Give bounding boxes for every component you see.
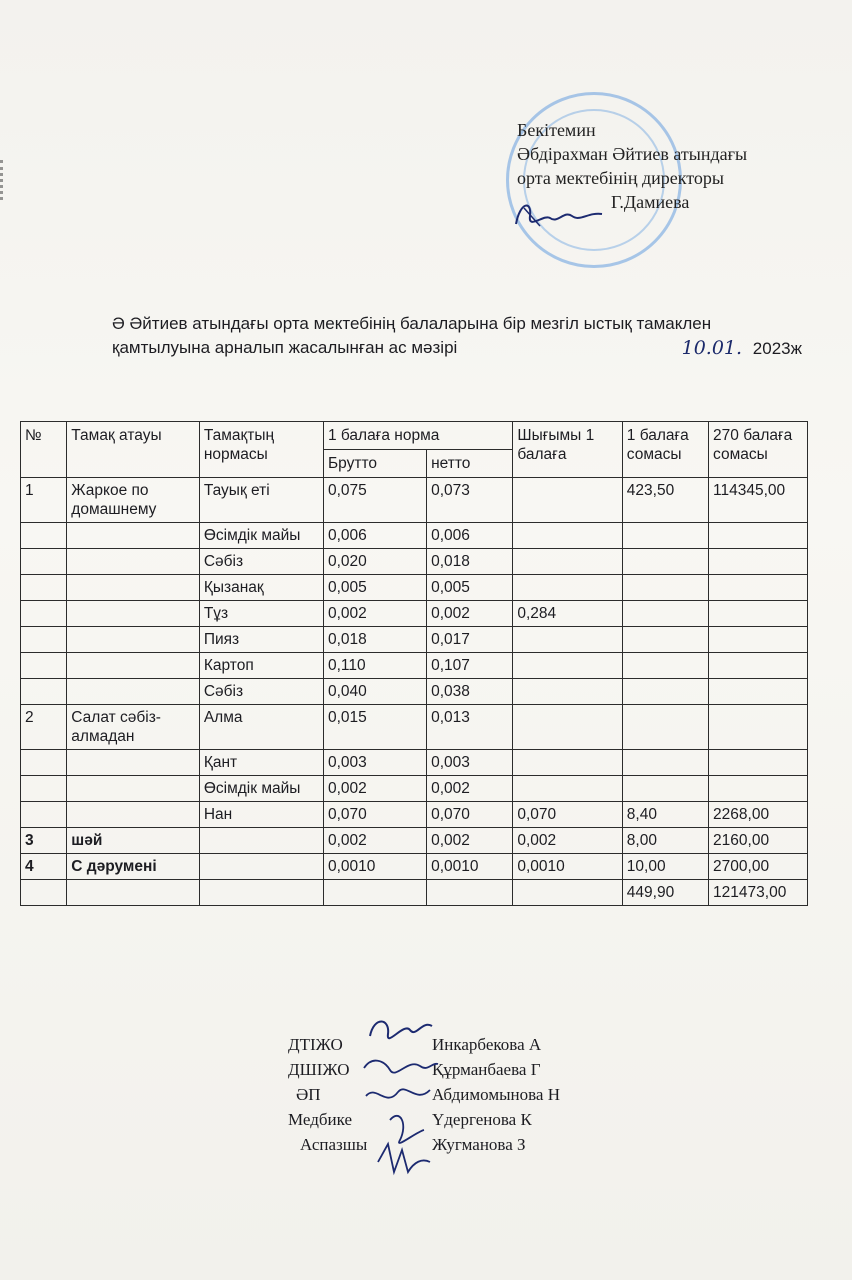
sum-per-child: [622, 575, 708, 601]
yield-value: 0,070: [513, 802, 622, 828]
sum-per-child: 8,00: [622, 828, 708, 854]
signer-role: ӘП: [296, 1085, 321, 1104]
brutto-value: 0,005: [323, 575, 426, 601]
menu-table-body: [21, 478, 808, 906]
row-number: 3: [21, 828, 67, 854]
header-row-1: [21, 422, 808, 450]
netto-value: 0,013: [427, 705, 513, 750]
signer-name: Абдимомынова Н: [432, 1085, 560, 1104]
yield-value: [513, 575, 622, 601]
brutto-value: 0,002: [323, 776, 426, 802]
netto-value: 0,038: [427, 679, 513, 705]
title-line-2: қамтылуына арналып жасалынған ас мәзірі: [112, 338, 458, 357]
dish-name: [67, 549, 200, 575]
row-number: [21, 750, 67, 776]
brutto-value: 0,002: [323, 828, 426, 854]
netto-value: [427, 880, 513, 906]
approval-heading: Бекітемин: [517, 120, 596, 140]
yield-value: [513, 478, 622, 523]
yield-value: [513, 653, 622, 679]
sum-per-child: [622, 750, 708, 776]
dish-name: [67, 601, 200, 627]
handwritten-date: 10.01.: [681, 337, 743, 359]
dish-name: [67, 750, 200, 776]
ingredient-name: Картоп: [199, 653, 323, 679]
table-row: [21, 802, 808, 828]
ingredient-name: Тұз: [199, 601, 323, 627]
netto-value: 0,0010: [427, 854, 513, 880]
brutto-value: 0,015: [323, 705, 426, 750]
scan-edge-mark: [0, 160, 11, 200]
sum-270-children: 2700,00: [709, 854, 808, 880]
header-number: №: [21, 422, 67, 478]
ingredient-name: Нан: [199, 802, 323, 828]
netto-value: 0,002: [427, 828, 513, 854]
sum-270-children: [709, 523, 808, 549]
sum-per-child: [622, 549, 708, 575]
dish-name: Жаркое по домашнему: [67, 478, 200, 523]
table-row: [21, 627, 808, 653]
sum-per-child: 8,40: [622, 802, 708, 828]
brutto-value: 0,003: [323, 750, 426, 776]
sum-per-child: [622, 776, 708, 802]
yield-value: [513, 549, 622, 575]
table-row: [21, 776, 808, 802]
table-row: [21, 523, 808, 549]
yield-value: [513, 750, 622, 776]
table-row: [21, 679, 808, 705]
table-row: [21, 880, 808, 906]
row-number: 4: [21, 854, 67, 880]
menu-table: [20, 421, 808, 906]
yield-value: 0,284: [513, 601, 622, 627]
ingredient-name: Өсімдік майы: [199, 776, 323, 802]
sum-270-children: 2268,00: [709, 802, 808, 828]
netto-value: 0,070: [427, 802, 513, 828]
sum-per-child: [622, 705, 708, 750]
dish-name: [67, 653, 200, 679]
netto-value: 0,017: [427, 627, 513, 653]
ingredient-name: Сәбіз: [199, 549, 323, 575]
row-number: 1: [21, 478, 67, 523]
brutto-value: 0,110: [323, 653, 426, 679]
ingredient-name: [199, 880, 323, 906]
table-row: [21, 478, 808, 523]
row-number: [21, 776, 67, 802]
approval-school: Әбдірахман Әйтиев атындағы: [517, 144, 748, 164]
netto-value: 0,006: [427, 523, 513, 549]
row-number: [21, 549, 67, 575]
brutto-value: 0,070: [323, 802, 426, 828]
dish-name: [67, 776, 200, 802]
sum-270-children: [709, 575, 808, 601]
table-row: [21, 601, 808, 627]
table-row: [21, 854, 808, 880]
sum-270-children: [709, 750, 808, 776]
table-row: [21, 653, 808, 679]
netto-value: 0,003: [427, 750, 513, 776]
signer-name: Құрманбаева Г: [432, 1060, 541, 1079]
brutto-value: 0,006: [323, 523, 426, 549]
row-number: [21, 575, 67, 601]
row-number: [21, 802, 67, 828]
brutto-value: 0,075: [323, 478, 426, 523]
brutto-value: 0,002: [323, 601, 426, 627]
yield-value: 0,0010: [513, 854, 622, 880]
table-row: [21, 750, 808, 776]
approval-position: орта мектебінің директоры: [517, 168, 725, 188]
header-sum-per-child: 1 балаға сомасы: [622, 422, 708, 478]
title-line-1: Ә Әйтиев атындағы орта мектебінің балаларына бір мезгіл ыстық тамаклен: [112, 314, 712, 333]
netto-value: 0,107: [427, 653, 513, 679]
ingredient-name: Пияз: [199, 627, 323, 653]
sum-270-children: [709, 679, 808, 705]
header-yield: Шығымы 1 балаға: [513, 422, 622, 478]
sum-270-children: [709, 653, 808, 679]
sum-270-children: [709, 601, 808, 627]
signer-role: ДТІЖО: [288, 1035, 343, 1054]
sum-270-children: [709, 776, 808, 802]
dish-name: Салат сәбіз-алмадан: [67, 705, 200, 750]
dish-name: [67, 523, 200, 549]
director-signature: [510, 196, 610, 236]
row-number: 2: [21, 705, 67, 750]
header-per-child-norm: 1 балаға норма: [323, 422, 512, 450]
signer-name: Жугманова З: [432, 1135, 526, 1154]
dish-name: [67, 575, 200, 601]
table-row: [21, 828, 808, 854]
header-netto: нетто: [427, 450, 513, 478]
signer-role: Медбике: [288, 1110, 352, 1129]
dish-name: С дәрумені: [67, 854, 200, 880]
yield-value: [513, 705, 622, 750]
table-row: [21, 549, 808, 575]
ingredient-name: Сәбіз: [199, 679, 323, 705]
header-dish-name: Тамақ атауы: [67, 422, 200, 478]
sum-270-children: 2160,00: [709, 828, 808, 854]
table-row: [21, 705, 808, 750]
netto-value: 0,005: [427, 575, 513, 601]
ingredient-name: Алма: [199, 705, 323, 750]
sum-per-child: 449,90: [622, 880, 708, 906]
row-number: [21, 601, 67, 627]
sum-270-children: [709, 627, 808, 653]
sum-270-children: [709, 705, 808, 750]
staff-signatures: [360, 1012, 440, 1192]
yield-value: [513, 776, 622, 802]
ingredient-name: Тауық еті: [199, 478, 323, 523]
brutto-value: 0,020: [323, 549, 426, 575]
header-sum-270: 270 балаға сомасы: [709, 422, 808, 478]
netto-value: 0,002: [427, 776, 513, 802]
dish-name: [67, 679, 200, 705]
yield-value: [513, 679, 622, 705]
document-title: [112, 312, 802, 361]
signer-role: Аспазшы: [300, 1135, 368, 1154]
signer-role: ДШІЖО: [288, 1060, 350, 1079]
header-brutto: Брутто: [323, 450, 426, 478]
brutto-value: [323, 880, 426, 906]
netto-value: 0,073: [427, 478, 513, 523]
sum-270-children: [709, 549, 808, 575]
row-number: [21, 880, 67, 906]
ingredient-name: [199, 854, 323, 880]
header-norm: Тамақтың нормасы: [199, 422, 323, 478]
sum-270-children: 121473,00: [709, 880, 808, 906]
title-year: 2023ж: [752, 339, 802, 358]
brutto-value: 0,040: [323, 679, 426, 705]
ingredient-name: Қант: [199, 750, 323, 776]
yield-value: [513, 880, 622, 906]
dish-name: [67, 802, 200, 828]
sum-270-children: 114345,00: [709, 478, 808, 523]
sum-per-child: [622, 653, 708, 679]
dish-name: [67, 880, 200, 906]
table-row: [21, 575, 808, 601]
row-number: [21, 523, 67, 549]
sum-per-child: 10,00: [622, 854, 708, 880]
sum-per-child: 423,50: [622, 478, 708, 523]
row-number: [21, 653, 67, 679]
signer-name: Инкарбекова А: [432, 1035, 542, 1054]
brutto-value: 0,018: [323, 627, 426, 653]
signer-name: Үдергенова К: [432, 1110, 532, 1129]
netto-value: 0,002: [427, 601, 513, 627]
ingredient-name: Өсімдік майы: [199, 523, 323, 549]
ingredient-name: Қызанақ: [199, 575, 323, 601]
brutto-value: 0,0010: [323, 854, 426, 880]
yield-value: 0,002: [513, 828, 622, 854]
sum-per-child: [622, 627, 708, 653]
approval-director-name: Г.Дамиева: [611, 192, 690, 212]
sum-per-child: [622, 679, 708, 705]
dish-name: [67, 627, 200, 653]
row-number: [21, 627, 67, 653]
ingredient-name: [199, 828, 323, 854]
sum-per-child: [622, 523, 708, 549]
netto-value: 0,018: [427, 549, 513, 575]
sum-per-child: [622, 601, 708, 627]
row-number: [21, 679, 67, 705]
dish-name: шәй: [67, 828, 200, 854]
yield-value: [513, 627, 622, 653]
yield-value: [513, 523, 622, 549]
